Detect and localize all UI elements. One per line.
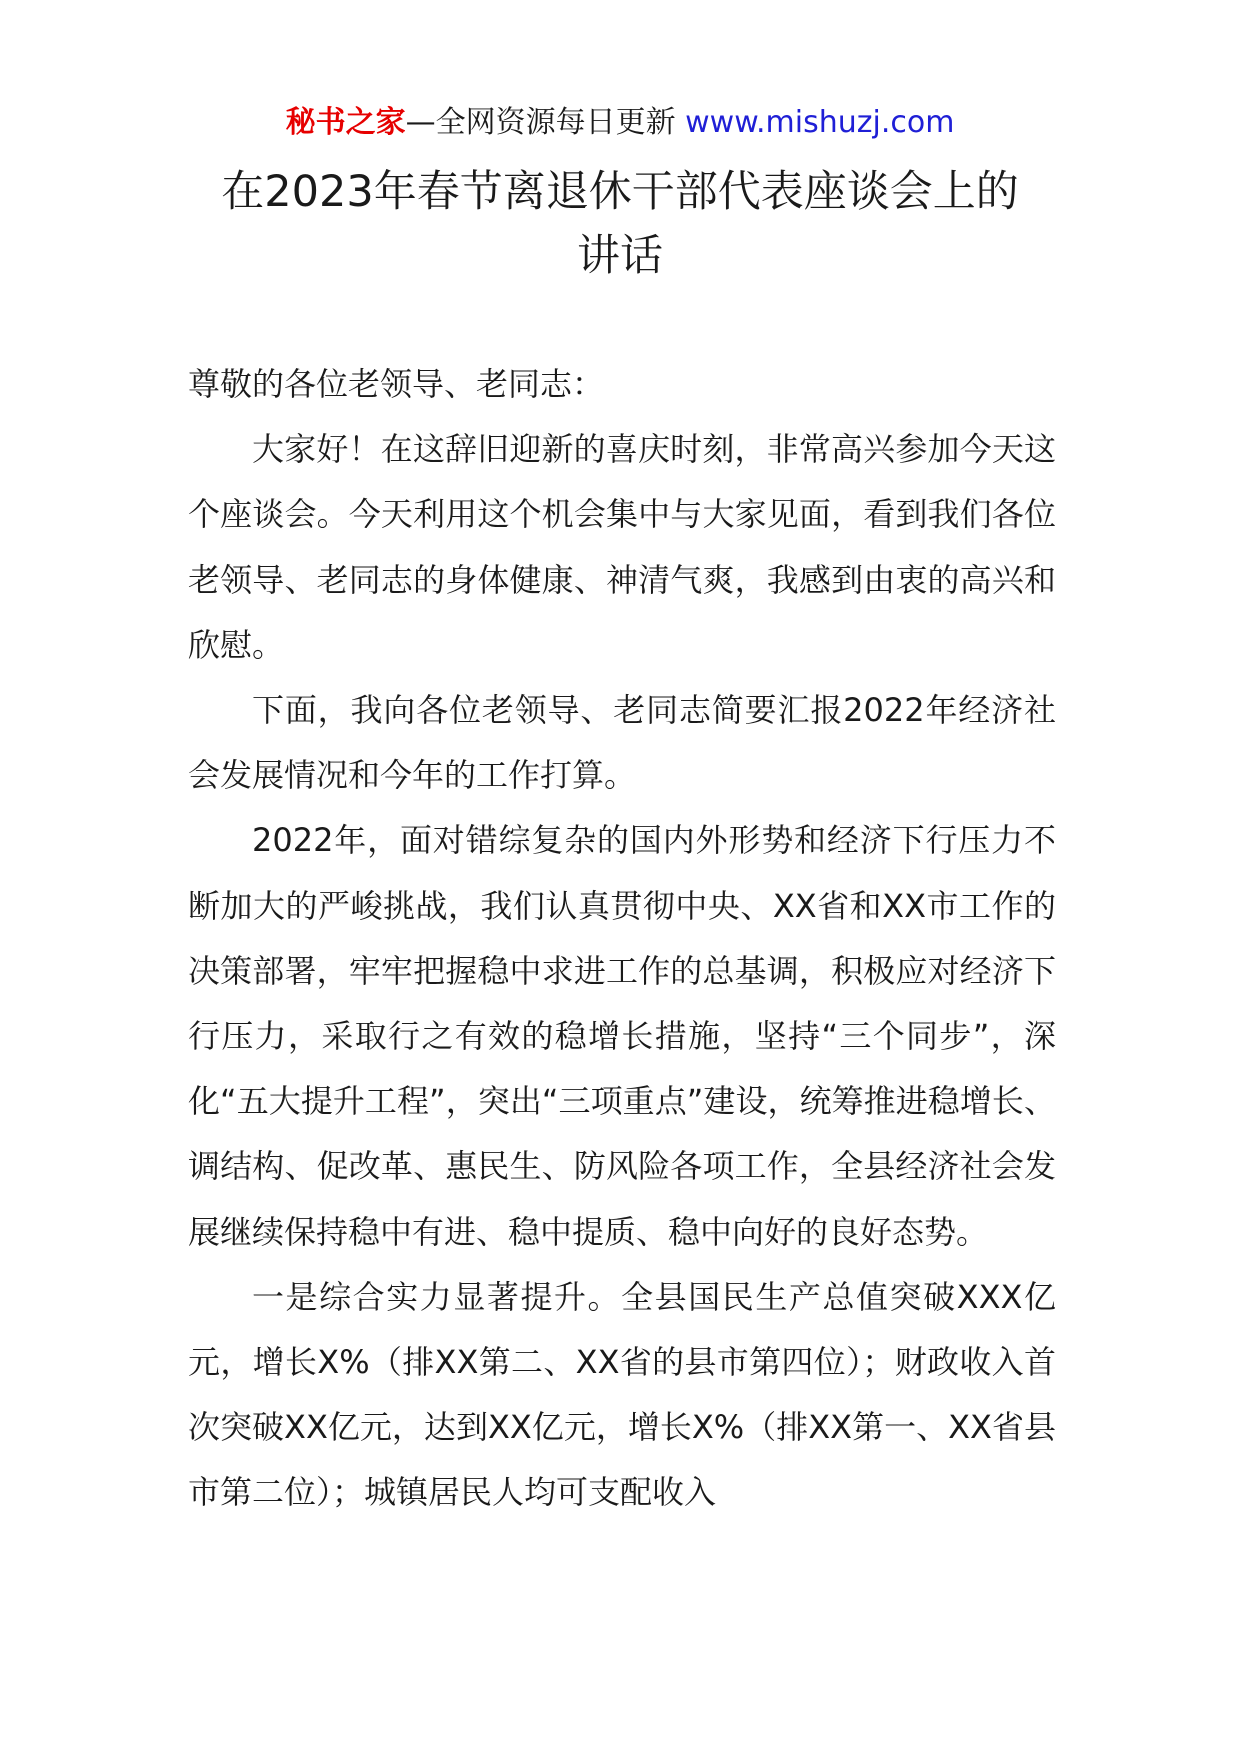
title-line-2: 讲话 [577, 231, 663, 281]
salutation: 尊敬的各位老领导、老同志： [188, 365, 605, 403]
site-url-link[interactable]: www.mishuzj.com [685, 105, 955, 140]
site-header [0, 102, 1240, 144]
paragraph-overview: 2022年，面对错综复杂的国内外形势和经济下行压力不断加大的严峻挑战，我们认真贯彻中央、XX省和XX市工作的决策部署，牢牢把握稳中求进工作的总基调，积极应对经济下行压力，采取行之有效的稳增长措施，坚持“三个同步”，深化“五大提升工程”，突出“三项重点”建设，统筹推进稳增长、调结构、促改革、惠民生、防风险各项工作，全县经济社会发展继续保持稳中有进、稳中提质、稳中向好的良好态势。 [188, 821, 1056, 1251]
document-title [160, 160, 1080, 288]
paragraph-greeting: 大家好！在这辞旧迎新的喜庆时刻，非常高兴参加今天这个座谈会。今天利用这个机会集中与大家见面，看到我们各位老领导、老同志的身体健康、神清气爽，我感到由衷的高兴和欣慰。 [188, 430, 1056, 664]
paragraph-intro: 下面，我向各位老领导、老同志简要汇报2022年经济社会发展情况和今年的工作打算。 [188, 691, 1056, 795]
paragraph-point-one: 一是综合实力显著提升。全县国民生产总值突破XXX亿元，增长X%（排XX第二、XX省的县市第四位）；财政收入首次突破XX亿元，达到XX亿元，增长X%（排XX第一、XX省县市第二位）；城镇居民人均可支配收入 [188, 1277, 1056, 1512]
title-line-1: 在2023年春节离退休干部代表座谈会上的 [221, 167, 1019, 217]
brand-name: 秘书之家 [285, 105, 406, 140]
header-tagline: —全网资源每日更新 [405, 105, 676, 140]
document-body [188, 352, 1056, 1526]
